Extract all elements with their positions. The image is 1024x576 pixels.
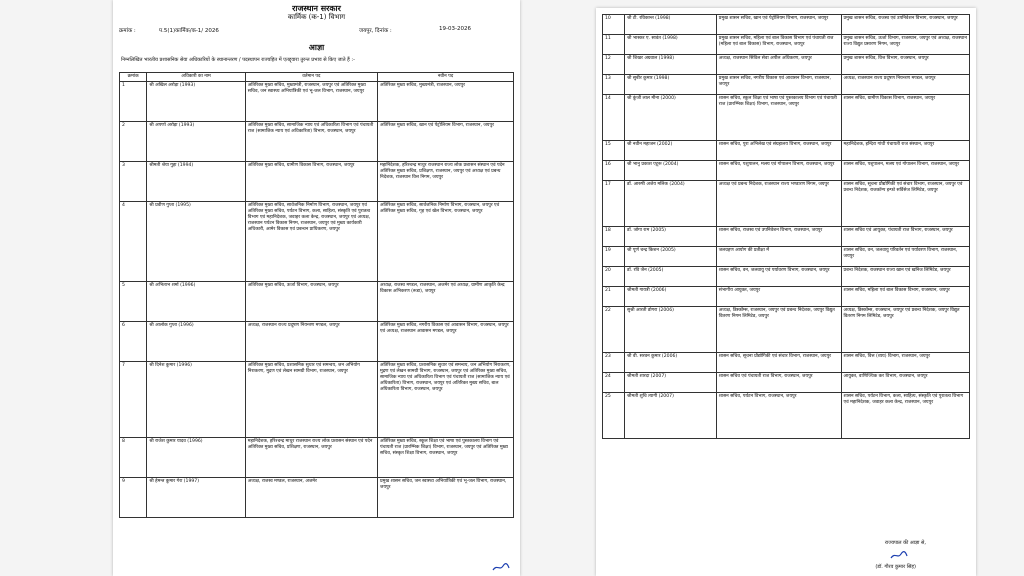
table-row (120, 202, 514, 282)
cell-current-post: संभागीय आयुक्त, जयपुर (716, 287, 841, 307)
table-row (603, 227, 970, 247)
cell-new-post: शासन सचिव, पशुपालन, मत्स्य एवं गोपालन विभाग, राजस्थान, जयपुर (841, 161, 969, 181)
cell-officer-name: श्री आलोक गुप्ता (1996) (147, 322, 246, 362)
government-heading: राजस्थान सरकार (292, 4, 341, 13)
order-intro: निम्नलिखित भारतीय प्रशासनिक सेवा अधिकारियों के स्थानान्तरण / पदस्थापन राज्यहित में एतद्द्वारा तुरन्त प्रभाव से किए जाते हैं :- (121, 57, 355, 63)
cell-new-post: प्रमुख शासन सचिव, वित्त विभाग, राजस्थान, जयपुर (841, 55, 969, 75)
transfer-table-1 (119, 72, 514, 518)
table-row (603, 181, 970, 227)
cell-new-post: अतिरिक्त मुख्य सचिव, खान एवं पेट्रोलियम विभाग, राजस्थान, जयपुर (377, 122, 513, 162)
cell-new-post: अतिरिक्त मुख्य सचिव, प्रशासनिक सुधार एवं समन्वय, जन अभियोग निराकरण, मुद्रण एवं लेखन सामग्री विभाग, राजस्थान, जयपुर एवं अतिरिक्त मुख्य सचिव, सामाजिक न्याय एवं अधिकारिता विभाग एवं पंचायती राज (सामाजिक न्याय एवं अधिकारिता) विभाग, राजस्थान, जयपुर एवं अतिरिक्त मुख्य सचिव, बाल अधिकारिता विभाग, राजस्थान, जयपुर (377, 362, 513, 438)
cell-new-post: अध्यक्ष, डिस्कॉम्स, राजस्थान, जयपुर एवं प्रबन्ध निदेशक, जयपुर विद्युत वितरण निगम लिमिटेड, जयपुर (841, 307, 969, 353)
cell-officer-name: श्री पूर्ण चन्द्र किशन (2005) (625, 247, 717, 267)
cell-officer-name: श्री अखिल अरोड़ा (1993) (147, 82, 246, 122)
cell-new-post: महानिदेशक, इन्दिरा गांधी पंचायती राज संस्थान, जयपुर (841, 141, 969, 161)
cell-serial: 25 (603, 393, 625, 439)
cell-officer-name: श्री कुंजी लाल मीना (2000) (625, 95, 717, 141)
cell-serial: 17 (603, 181, 625, 227)
signatory-name: (डॉ. गौरव कुमार सिंह) (875, 564, 916, 570)
cell-new-post: शासन सचिव, सूचना प्रौद्योगिकी एवं संचार विभाग, राजस्थान, जयपुर एवं प्रबन्ध निदेशक, राजकॉम्प इन्फो सर्विसेज लिमिटेड, जयपुर (841, 181, 969, 227)
table-row (603, 55, 970, 75)
cell-current-post: शासन सचिव, पशुपालन, मत्स्य एवं गोपालन विभाग, राजस्थान, जयपुर (716, 161, 841, 181)
table-row (603, 141, 970, 161)
signature-mark (492, 562, 510, 572)
cell-officer-name: श्री राजेश कुमार यादव (1996) (147, 438, 246, 478)
table-row (603, 247, 970, 267)
cell-officer-name: डॉ. जोगा राम (2005) (625, 227, 717, 247)
cell-serial: 13 (603, 75, 625, 95)
table-row (120, 282, 514, 322)
cell-serial: 7 (120, 362, 147, 438)
cell-officer-name: श्री वी. सरवन कुमार (2006) (625, 353, 717, 373)
cell-serial: 9 (120, 478, 147, 518)
table-row (603, 95, 970, 141)
cell-officer-name: श्री नवीन महाजन (2002) (625, 141, 717, 161)
cell-current-post: शासन सचिव, पुरा अभिलेख एवं संग्रहालय विभाग, राजस्थान, जयपुर (716, 141, 841, 161)
cell-current-post: अतिरिक्त मुख्य सचिव, सामाजिक न्याय एवं अधिकारिता विभाग एवं पंचायती राज (सामाजिक न्याय एवं अधिकारिता) विभाग, राजस्थान, जयपुर (245, 122, 377, 162)
cell-current-post: शासन सचिव एवं पंचायती राज विभाग, राजस्थान, जयपुर (716, 373, 841, 393)
col-header-serial: क्रमांक (120, 73, 147, 82)
cell-serial: 21 (603, 287, 625, 307)
cell-new-post: शासन सचिव, पर्यटन विभाग, कला, साहित्य, संस्कृति एवं पुरातत्व विभाग एवं महानिदेशक, जवाहर कला केन्द्र, राजस्थान, जयपुर (841, 393, 969, 439)
cell-current-post: प्रमुख शासन सचिव, महिला एवं बाल विकास विभाग एवं पंचायती राज (महिला एवं बाल विकास) विभाग, राजस्थान, जयपुर (716, 35, 841, 55)
cell-new-post: अतिरिक्त मुख्य सचिव, नगरीय विकास एवं आवासन विभाग, राजस्थान, जयपुर एवं अध्यक्ष, राजस्थान आवासन मण्डल, जयपुर (377, 322, 513, 362)
cell-current-post: अतिरिक्त मुख्य सचिव, मुख्यमंत्री, राजस्थान, जयपुर एवं अतिरिक्त मुख्य सचिव, जन स्वास्थ्य अभियांत्रिकी एवं भू-जल विभाग, राजस्थान, जयपुर (245, 82, 377, 122)
cell-current-post: अध्यक्ष, राजस्थान सिविल सेवा अपील अधिकरण, जयपुर (716, 55, 841, 75)
by-order-text: राज्यपाल की आज्ञा से, (884, 540, 926, 546)
cell-new-post: प्रमुख शासन सचिव, ऊर्जा विभाग, राजस्थान, जयपुर एवं अध्यक्ष, राजस्थान राज्य विद्युत प्रसारण निगम, जयपुर (841, 35, 969, 55)
cell-officer-name: सुश्री आरती डोगरा (2006) (625, 307, 717, 353)
table-row (120, 478, 514, 518)
cell-serial: 2 (120, 122, 147, 162)
cell-current-post: शासन सचिव, राजस्व एवं उपनिवेशन विभाग, राजस्थान, जयपुर (716, 227, 841, 247)
cell-new-post: अतिरिक्त मुख्य सचिव, मुख्यमंत्री, राजस्थान, जयपुर (377, 82, 513, 122)
table-row (603, 287, 970, 307)
cell-officer-name: डॉ. रवि जैन (2005) (625, 267, 717, 287)
cell-new-post: प्रमुख शासन सचिव, राजस्व एवं उपनिवेशन विभाग, राजस्थान, जयपुर (841, 15, 969, 35)
order-meta (119, 26, 514, 36)
cell-current-post: प्रमुख शासन सचिव, खान एवं पेट्रोलियम विभाग, राजस्थान, जयपुर (716, 15, 841, 35)
table-row (603, 393, 970, 439)
cell-serial: 10 (603, 15, 625, 35)
cell-current-post: शासन सचिव, पर्यटन विभाग, राजस्थान, जयपुर (716, 393, 841, 439)
cell-serial: 20 (603, 267, 625, 287)
cell-new-post: महानिदेशक, हरिश्चन्द्र माथुर राजस्थान राज्य लोक प्रशासन संस्थान एवं पदेन अतिरिक्त मुख्य सचिव, प्रशिक्षण, राजस्थान, जयपुर एवं अध्यक्ष एवं प्रबन्ध निदेशक, राजस्थान वित्त निगम, जयपुर (377, 162, 513, 202)
cell-new-post: शासन सचिव, महिला एवं बाल विकास विभाग, राजस्थान, जयपुर (841, 287, 969, 307)
cell-new-post: शासन सचिव एवं आयुक्त, पंचायती राज विभाग, राजस्थान, जयपुर (841, 227, 969, 247)
cell-officer-name: श्रीमती गायत्री (2006) (625, 287, 717, 307)
cell-serial: 1 (120, 82, 147, 122)
cell-current-post: प्रमुख शासन सचिव, नगरीय विकास एवं आवासन विभाग, राजस्थान, जयपुर (716, 75, 841, 95)
place-date-label: जयपुर, दिनांक : (359, 28, 392, 34)
cell-serial: 14 (603, 95, 625, 141)
signature-mark (890, 550, 908, 560)
table-row (603, 373, 970, 393)
cell-new-post: शासन सचिव, ग्रामीण विकास विभाग, राजस्थान, जयपुर (841, 95, 969, 141)
cell-serial: 15 (603, 141, 625, 161)
table-row (603, 307, 970, 353)
cell-officer-name: श्रीमती शारदा (2007) (625, 373, 717, 393)
cell-officer-name: श्री हेमन्त कुमार गेरा (1997) (147, 478, 246, 518)
cell-new-post: शासन सचिव, वन, जलवायु परिवर्तन एवं पर्यावरण विभाग, राजस्थान, जयपुर (841, 247, 969, 267)
order-date: 19-03-2026 (439, 26, 471, 32)
cell-officer-name: श्री सुबीर कुमार (1998) (625, 75, 717, 95)
order-no-label: क्रमांक : (119, 28, 136, 34)
cell-current-post: अध्यक्ष, राजस्थान राज्य प्रदूषण नियन्त्रण मण्डल, जयपुर (245, 322, 377, 362)
transfer-table-2 (602, 14, 970, 439)
cell-serial: 5 (120, 282, 147, 322)
col-header-name: अधिकारी का नाम (147, 73, 246, 82)
cell-officer-name: श्रीमती शुचि त्यागी (2007) (625, 393, 717, 439)
cell-serial: 22 (603, 307, 625, 353)
cell-officer-name: श्री भानु प्रकाश एटूरू (2004) (625, 161, 717, 181)
cell-current-post: अतिरिक्त मुख्य सचिव, ऊर्जा विभाग, राजस्थान, जयपुर (245, 282, 377, 322)
cell-officer-name: श्री दिनेश कुमार (1996) (147, 362, 246, 438)
document-page-1 (113, 0, 520, 576)
cell-officer-name: श्री भास्कर ए. सावंत (1998) (625, 35, 717, 55)
cell-officer-name: श्री अभिताभ शर्मा (1996) (147, 282, 246, 322)
table-row (120, 322, 514, 362)
cell-current-post: शासन सचिव, सूचना प्रौद्योगिकी एवं संचार विभाग, राजस्थान, जयपुर (716, 353, 841, 373)
table-row (603, 353, 970, 373)
cell-serial: 8 (120, 438, 147, 478)
table-row (603, 15, 970, 35)
cell-new-post: आयुक्त, वाणिज्यिक कर विभाग, राजस्थान, जयपुर (841, 373, 969, 393)
col-header-new: नवीन पद (377, 73, 513, 82)
cell-new-post: अध्यक्ष, राजस्व मण्डल, राजस्थान, अजमेर एवं अध्यक्ष, ग्रामीण आकृति केन्द्र विकास अभिकरण (रूडा), जयपुर (377, 282, 513, 322)
cell-officer-name: श्रीमती श्रेया गुहा (1994) (147, 162, 246, 202)
cell-current-post: अतिरिक्त मुख्य सचिव, प्रशासनिक सुधार एवं समन्वय, जन अभियोग निराकरण, मुद्रण एवं लेखन सामग्री विभाग, राजस्थान, जयपुर (245, 362, 377, 438)
cell-current-post: जलग्रहण आयोग की प्रतीक्षा में (716, 247, 841, 267)
table-row (120, 162, 514, 202)
cell-serial: 4 (120, 202, 147, 282)
col-header-current: वर्तमान पद (245, 73, 377, 82)
cell-serial: 19 (603, 247, 625, 267)
table-row (120, 362, 514, 438)
cell-serial: 16 (603, 161, 625, 181)
cell-new-post: अतिरिक्त मुख्य सचिव, सार्वजनिक निर्माण विभाग, राजस्थान, जयपुर एवं अतिरिक्त मुख्य सचिव, गृह एवं खेल विभाग, राजस्थान, जयपुर (377, 202, 513, 282)
table-row (603, 35, 970, 55)
cell-new-post: अतिरिक्त मुख्य सचिव, स्कूल शिक्षा एवं भाषा एवं पुस्तकालय विभाग एवं पंचायती राज (प्रारम्भिक शिक्षा) विभाग, राजस्थान, जयपुर एवं अतिरिक्त मुख्य सचिव, संस्कृत शिक्षा विभाग, राजस्थान, जयपुर (377, 438, 513, 478)
cell-current-post: अध्यक्ष, राजस्व मण्डल, राजस्थान, अजमेर (245, 478, 377, 518)
table-row (603, 267, 970, 287)
cell-officer-name: श्री अपर्णा अरोड़ा (1993) (147, 122, 246, 162)
cell-current-post: शासन सचिव, वन, जलवायु एवं पर्यावरण विभाग, राजस्थान, जयपुर (716, 267, 841, 287)
cell-new-post: प्रबन्ध निदेशक, राजस्थान राज्य खान एवं खनिज लिमिटेड, जयपुर (841, 267, 969, 287)
cell-officer-name: श्री टी. रविकान्त (1998) (625, 15, 717, 35)
document-page-2 (596, 8, 976, 576)
cell-new-post: प्रमुख शासन सचिव, जन स्वास्थ्य अभियांत्रिकी एवं भू-जल विभाग, राजस्थान, जयपुर (377, 478, 513, 518)
table-row (120, 82, 514, 122)
table-row (120, 122, 514, 162)
cell-officer-name: श्री शिखर अग्रवाल (1998) (625, 55, 717, 75)
table-row (603, 75, 970, 95)
cell-current-post: महानिदेशक, हरिश्चन्द्र माथुर राजस्थान राज्य लोक प्रशासन संस्थान एवं पदेन अतिरिक्त मुख्य सचिव, प्रशिक्षण, राजस्थान, जयपुर (245, 438, 377, 478)
order-no: प.5(1)कार्मिक/क-1/ 2026 (159, 28, 219, 34)
cell-current-post: अतिरिक्त मुख्य सचिव, ग्रामीण विकास विभाग, राजस्थान, जयपुर (245, 162, 377, 202)
cell-serial: 11 (603, 35, 625, 55)
cell-officer-name: डॉ. आरुषी अजेय मलिक (2004) (625, 181, 717, 227)
cell-serial: 18 (603, 227, 625, 247)
cell-new-post: शासन सचिव, वित्त (व्यय) विभाग, राजस्थान, जयपुर (841, 353, 969, 373)
cell-officer-name: श्री प्रवीण गुप्ता (1995) (147, 202, 246, 282)
cell-current-post: शासन सचिव, स्कूल शिक्षा एवं भाषा एवं पुस्तकालय विभाग एवं पंचायती राज (प्रारम्भिक शिक्षा) विभाग, राजस्थान, जयपुर (716, 95, 841, 141)
cell-new-post: अध्यक्ष, राजस्थान राज्य प्रदूषण नियन्त्रण मण्डल, जयपुर (841, 75, 969, 95)
order-title: आज्ञा (308, 43, 325, 52)
cell-serial: 12 (603, 55, 625, 75)
cell-serial: 24 (603, 373, 625, 393)
cell-current-post: अतिरिक्त मुख्य सचिव, सार्वजनिक निर्माण विभाग, राजस्थान, जयपुर एवं अतिरिक्त मुख्य सचिव, पर्यटन विभाग, कला, साहित्य, संस्कृति एवं पुरातत्व विभाग एवं महानिदेशक, जवाहर कला केन्द्र, राजस्थान, जयपुर एवं अध्यक्ष, राजस्थान पर्यटन विकास निगम, राजस्थान, जयपुर एवं मुख्य कार्यकारी अधिकारी, आमेर विकास एवं प्रबन्धन प्राधिकरण, जयपुर (245, 202, 377, 282)
cell-serial: 23 (603, 353, 625, 373)
cell-current-post: अध्यक्ष एवं प्रबन्ध निदेशक, राजस्थान राज्य भण्डारण निगम, जयपुर (716, 181, 841, 227)
cell-serial: 3 (120, 162, 147, 202)
table-row (603, 161, 970, 181)
cell-serial: 6 (120, 322, 147, 362)
table-row (120, 438, 514, 478)
cell-current-post: अध्यक्ष, डिस्कॉम्स, राजस्थान, जयपुर एवं प्रबन्ध निदेशक, जयपुर विद्युत वितरण निगम लिमिटेड, जयपुर (716, 307, 841, 353)
department-heading: कार्मिक (क-1) विभाग (287, 13, 346, 21)
